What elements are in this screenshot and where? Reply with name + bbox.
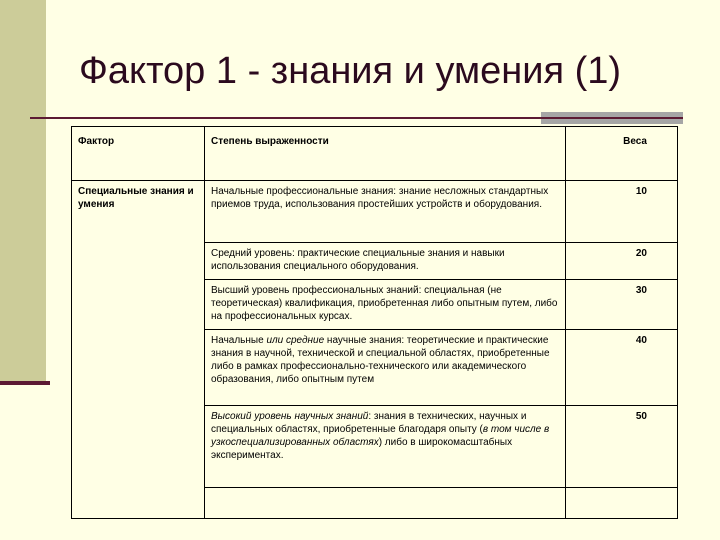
degree-text: Высший уровень профессиональных знаний: специальная (не теоретическая) квалификация, приобретенная либо опытным путем, либо на профессиональных курсах. [211, 285, 558, 322]
degree-cell [205, 243, 566, 280]
degree-text-italic: или средние [266, 335, 325, 346]
degree-text: Начальные профессиональные знания: знание несложных стандартных приемов труда, использования простейших устройств и оборудования. [211, 186, 549, 210]
factor-name-cell: Специальные знания и умения [72, 181, 205, 519]
degree-text: ) либо в широкомасштабных экспериментах. [211, 437, 513, 461]
left-accent-underline [0, 381, 50, 385]
spacer-cell [205, 488, 566, 519]
left-accent-bar [0, 0, 46, 383]
degree-text: Средний уровень: практические специальные знания и навыки использования специального оборудования. [211, 248, 505, 272]
table-body [72, 181, 678, 519]
spacer-cell [566, 488, 678, 519]
degree-cell [205, 406, 566, 488]
table-row [72, 181, 678, 243]
slide-title: Фактор 1 - знания и умения (1) [79, 50, 622, 92]
weight-cell: 40 [566, 330, 678, 406]
factor-table [71, 126, 678, 519]
header-factor: Фактор [72, 127, 205, 181]
degree-text: Начальные [211, 335, 267, 346]
weight-cell: 30 [566, 280, 678, 330]
degree-cell [205, 330, 566, 406]
degree-text-italic: в том числе в узкоспециализированных областях [211, 424, 550, 448]
header-degree: Степень выраженности [205, 127, 566, 181]
degree-cell [205, 280, 566, 330]
title-divider [30, 117, 683, 119]
weight-cell: 20 [566, 243, 678, 280]
degree-cell [205, 181, 566, 243]
degree-text: : знания в технических, научных и специальных областях, приобретенные благодаря опыту ( [211, 411, 527, 435]
degree-text-italic: Высокий уровень научных знаний [211, 411, 369, 422]
degree-text: научные знания: теоретические и практические знания в научной, технической и специальной областях, приобретенные либо в рамках профессионально-технического или академического образования, либо опытным путем [211, 335, 550, 385]
weight-cell: 10 [566, 181, 678, 243]
header-weight: Веса [566, 127, 678, 181]
weight-cell: 50 [566, 406, 678, 488]
table-header-row [72, 127, 678, 181]
